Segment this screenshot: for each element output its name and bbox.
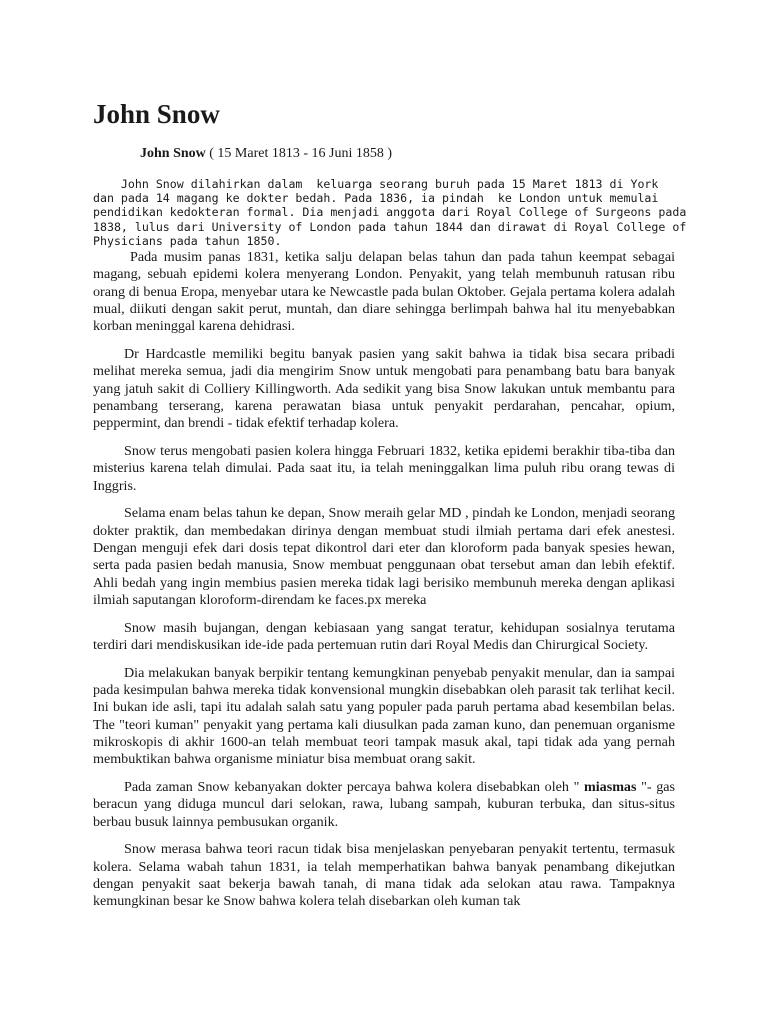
paragraph-4: [93, 505, 675, 609]
paragraph-text: , pindah ke London, menjadi seorang dokter praktik, dan membedakan dirinya dengan membuat studi ilmiah pertama dari efek anestesi. Dengan menguji efek dari dosis tepat dikontrol dari eter dan kloroform pada banyak spesies hewan, serta pada pasien bedah manusia, Snow membuat penggunaan obat tersebut aman dan lebih efektif. Ahli bedah yang ingin membius pasien mereka tidak lagi berisiko membunuh mereka dengan aplikasi ilmiah saputangan kloroform-direndam ke faces.px mereka: [93, 505, 675, 608]
paragraph-6: Dia melakukan banyak berpikir tentang kemungkinan penyebab penyakit menular, dan ia sampai pada kesimpulan bahwa mereka tidak konvensional mungkin disebabkan oleh parasit tak terlihat kecil. Ini bukan ide asli, tapi itu adalah salah satu yang populer pada paruh pertama abad kesembilan belas. The "teori kuman" penyakit yang pertama kali diusulkan pada zaman kuno, dan penemuan organisme mikroskopis di akhir 1600-an telah membuat teori tampak masuk akal, tapi tidak ada yang pernah membuktikan bahwa organisme miniatur bisa membuat orang sakit.: [93, 664, 675, 768]
body-text: [93, 249, 675, 911]
intro-block: [93, 177, 687, 248]
paragraph-5: Snow masih bujangan, dengan kebiasaan yang sangat teratur, kehidupan sosialnya terutama terdiri dari mendiskusikan ide-ide pada pertemuan rutin dari Royal Medis dan Chirurgical Society.: [93, 619, 675, 653]
paragraph-text: Pada musim panas 1831, ketika salju delapan belas tahun dan pada tahun keempat sebagai magang, sebuah: [93, 249, 675, 283]
paragraph-text: menyerang London. Penyakit, yang telah membunuh ratusan ribu orang di benua Eropa, menyebar utara ke Newcastle pada bulan Oktober. Gejala pertama kolera adalah mual, diikuti dengan sakit perut, muntah, dan diare sehingga berlimpah bahwa hal itu menyebabkan korban meninggal karena dehidrasi.: [93, 266, 675, 335]
paragraph-1: [93, 249, 675, 335]
paragraph-text: "- gas beracun yang diduga muncul dari selokan, rawa, lubang sampah, kuburan terbuka, dan situs-situs berbau busuk lainnya pembusukan organik.: [93, 779, 676, 830]
intro-line: Physicians pada tahun 1850.: [93, 233, 282, 248]
link-epidemi-kolera[interactable]: epidemi kolera: [192, 266, 280, 283]
link-gelar-md[interactable]: gelar MD: [406, 505, 462, 522]
intro-line: dan pada 14 magang ke dokter bedah. Pada 1836, ia pindah ke London untuk memulai: [93, 191, 659, 206]
link-miasmas[interactable]: miasmas: [584, 779, 637, 796]
intro-line: 1838, lulus dari University of London pada tahun 1844 dan dirawat di Royal College of: [93, 219, 687, 234]
paragraph-text: Pada zaman Snow kebanyakan dokter percaya bahwa kolera disebabkan oleh ": [124, 779, 584, 796]
document-title: John Snow: [93, 99, 220, 129]
subtitle-name: John Snow: [140, 146, 206, 161]
intro-line: pendidikan kedokteran formal. Dia menjadi anggota dari Royal College of Surgeons pada: [93, 205, 687, 220]
intro-line: John Snow dilahirkan dalam keluarga seorang buruh pada 15 Maret 1813 di York: [93, 177, 659, 191]
paragraph-2: Dr Hardcastle memiliki begitu banyak pasien yang sakit bahwa ia tidak bisa secara pribadi melihat mereka semua, jadi dia mengirim Snow untuk mengobati para penambang batu bara banyak yang jatuh sakit di Colliery Killingworth. Ada sedikit yang bisa Snow lakukan untuk membantu para penambang terserang, karena perawatan biasa untuk penyakit perdarahan, pencahar, opium, peppermint, dan brendi - tidak efektif terhadap kolera.: [93, 345, 675, 432]
paragraph-7: [93, 779, 675, 831]
paragraph-8: Snow merasa bahwa teori racun tidak bisa menjelaskan penyebaran penyakit tertentu, termasuk kolera. Selama wabah tahun 1831, ia telah memperhatikan bahwa banyak penambang dikejutkan dengan penyakit saat bekerja bawah tanah, di mana tidak ada selokan atau rawa. Tampaknya kemungkinan besar ke Snow bahwa kolera telah disebarkan oleh kuman tak: [93, 841, 675, 910]
subtitle-line: [140, 145, 392, 163]
paragraph-text: Selama enam belas tahun ke depan, Snow meraih: [124, 505, 407, 522]
subtitle-dates: ( 15 Maret 1813 - 16 Juni 1858 ): [205, 146, 393, 161]
paragraph-3: Snow terus mengobati pasien kolera hingga Februari 1832, ketika epidemi berakhir tiba-tiba dan misterius karena telah dimulai. Pada saat itu, ia telah meninggalkan lima puluh ribu orang tewas di Inggris.: [93, 442, 675, 494]
